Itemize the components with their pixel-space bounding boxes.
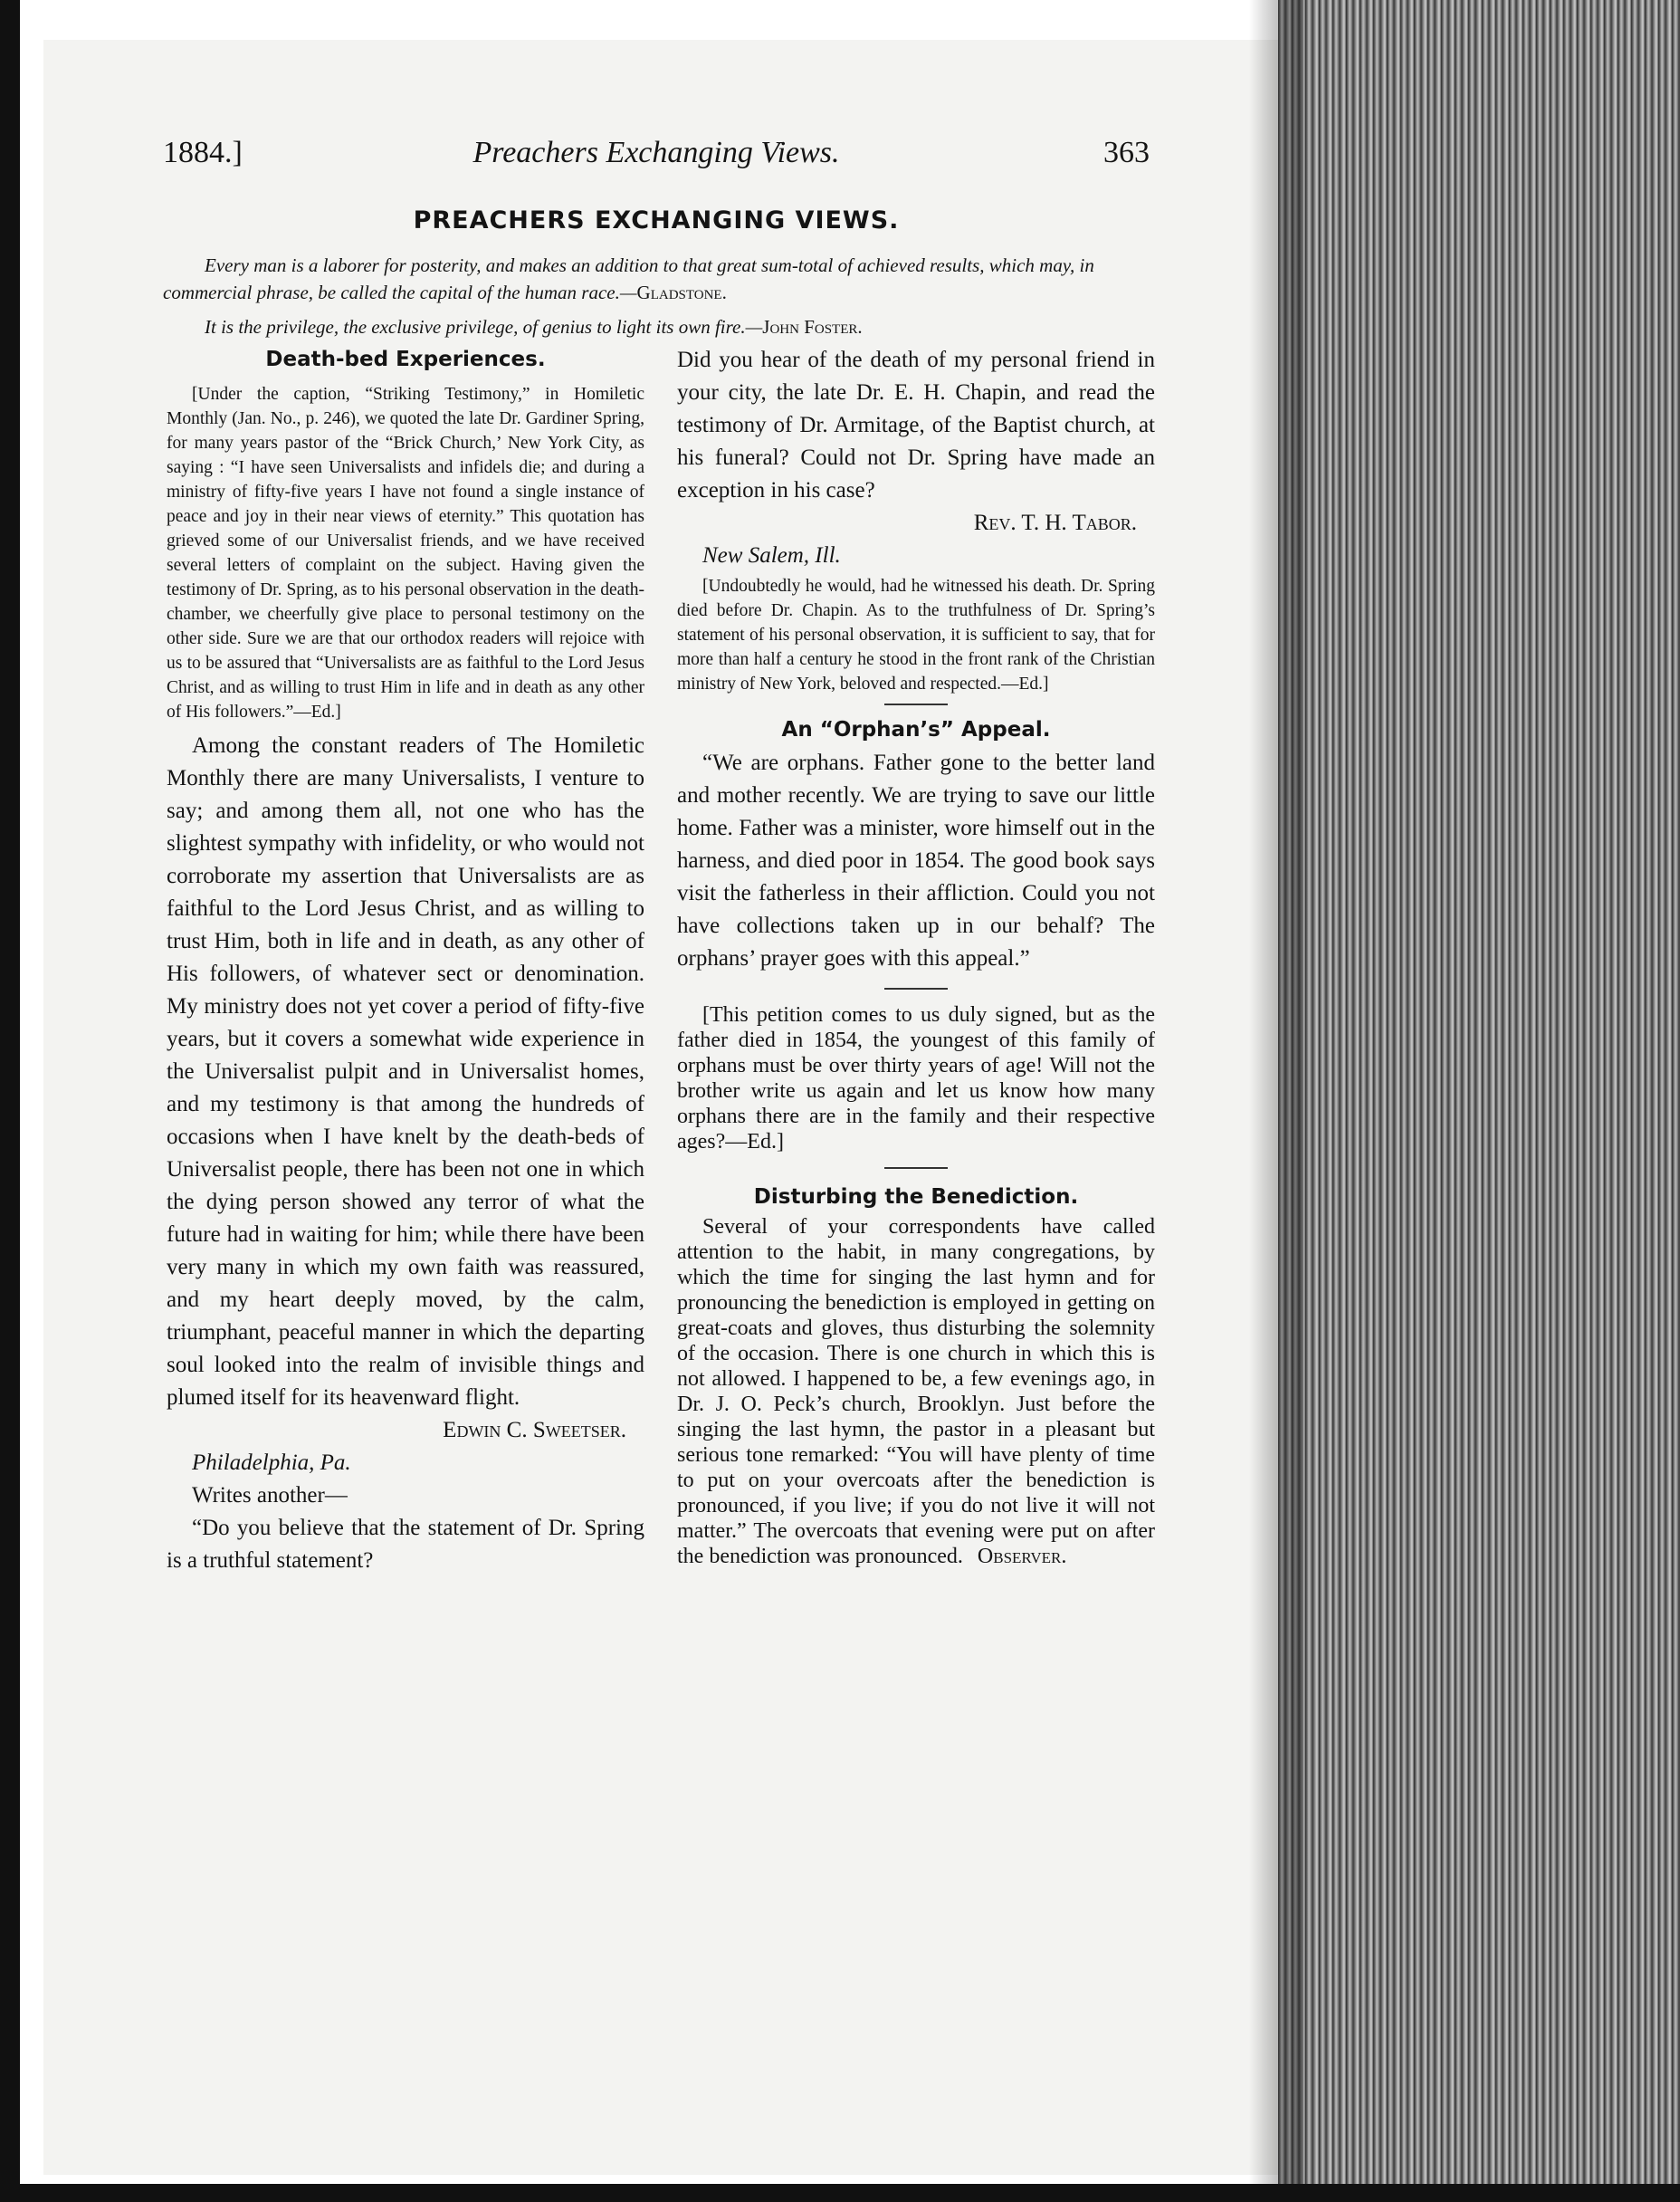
epigraph-attribution: John Foster. <box>762 316 863 338</box>
epigraph-gladstone <box>163 252 1159 306</box>
editor-reply: [Undoubtedly he would, had he witnessed his death. Dr. Spring died before Dr. Chapin. As to the truthfulness of Dr. Spring’s statement of his personal observation, it is sufficient to say, that for more than half a century he stood in the front rank of the Christian ministry of New York, beloved and respected.—Ed.] <box>677 577 1155 694</box>
book-page-edges <box>1278 0 1680 2202</box>
question-continued: Did you hear of the death of my personal friend in your city, the late Dr. E. H. Chapin, and read the testimony of Dr. Armitage, of the Baptist church, at his funeral? Could not Dr. Spring have made an exception in his case? <box>677 348 1155 503</box>
right-column <box>677 344 1155 1569</box>
editor-note: [Under the caption, “Striking Testimony,” in Homiletic Monthly (Jan. No., p. 246), we quoted the late Dr. Gardiner Spring, for many years pastor of the “Brick Church,’ New York City, as saying : “I have seen Universalists and infidels die; and during a ministry of fifty-five years I have not found a single instance of peace and joy in their near views of eternity.” This quotation has grieved some of our Universalist friends, and we have received several letters of complaint on the subject. Having given the testimony of Dr. Spring, as to his personal observation in the death-chamber, we cheerfully give place to personal testimony on the other side. Sure we are that our orthodox readers will rejoice with us to be assured that “Universalists are as faithful to the Lord Jesus Christ, and as willing to trust Him in life and in death as any other of His followers.”—Ed.] <box>167 385 644 722</box>
question-start: “Do you believe that the statement of Dr. Spring is a truthful statement? <box>167 1516 644 1573</box>
section-divider <box>884 1167 948 1169</box>
article-heading-death-bed: Death-bed Experiences. <box>265 348 546 371</box>
epigraph-text: It is the privilege, the exclusive privilege, of genius to light its own fire.— <box>205 316 763 338</box>
place-line: New Salem, Ill. <box>702 543 841 568</box>
running-head-year: 1884.] <box>163 136 243 169</box>
benediction-text: Several of your correspondents have called attention to the habit, in many congregations, by which the time for singing the last hymn and for pronouncing the benediction is employed in getting on great-coats and gloves, thus disturbing the solemnity of the occasion. There is one church in which this is not allowed. I happened to be, a few evenings ago, in Dr. J. O. Peck’s church, Brooklyn. Just before the singing the last hymn, the pastor in a pleasant but serious tone remarked: “You will have plenty of time to put on your overcoats after the benediction is pronounced, if you live; if you do not live it will not matter.” The overcoats that evening were put on after the benediction was pronounced. <box>677 1215 1155 1568</box>
writes-another: Writes another— <box>192 1483 348 1508</box>
epigraph-text: Every man is a laborer for posterity, and makes an addition to that great sum-total of achieved results, which may, in commercial phrase, be called the capital of the human race.— <box>163 254 1094 303</box>
epigraph-attribution: Gladstone. <box>636 282 727 303</box>
epigraph-foster <box>163 313 1159 340</box>
place-line: Philadelphia, Pa. <box>192 1450 351 1475</box>
benediction-signature: Observer. <box>977 1545 1067 1568</box>
signature: Edwin C. Sweetser. <box>443 1418 626 1442</box>
article-heading-orphan-appeal: An “Orphan’s” Appeal. <box>781 718 1051 742</box>
section-divider <box>884 704 948 705</box>
running-head-title: Preachers Exchanging Views. <box>472 136 840 169</box>
gutter-shadow <box>1249 0 1303 2202</box>
left-column <box>167 344 644 1577</box>
section-title: PREACHERS EXCHANGING VIEWS. <box>413 206 900 235</box>
scan-border-left <box>0 0 20 2202</box>
section-divider <box>884 988 948 990</box>
article-body: Among the constant readers of The Homiletic Monthly there are many Universalists, I venture to say; and among them all, not one who has the slightest sympathy with infidelity, or who would not corroborate my assertion that Universalists are as faithful to the Lord Jesus Christ, and as willing to trust Him, both in life and in death, as any other of His followers, of whatever sect or denomination. My ministry does not yet cover a period of fifty-five years, but it covers a somewhat wide experience in the Universalist pulpit and in Universalist homes, and my testimony is that among the hundreds of occasions when I have knelt by the death-beds of Universalist people, there has been not one in which the dying person showed any terror of what the future had in waiting for him; while there have been very many in which my own faith was reassured, and my heart deeply moved, by the calm, triumphant, peaceful manner in which the departing soul looked into the realm of invisible things and plumed itself for its heavenward flight. <box>167 733 644 1410</box>
benediction-body <box>677 1214 1155 1569</box>
article-heading-benediction: Disturbing the Benediction. <box>753 1185 1079 1209</box>
page-number: 363 <box>1103 136 1150 169</box>
signature: Rev. T. H. Tabor. <box>973 511 1137 535</box>
orphan-editor-note: [This petition comes to us duly signed, but as the father died in 1854, the youngest of this family of orphans must be over thirty years of age! Will not the brother write us again and let us know how many orphans there are in the family and their respective ages?—Ed.] <box>677 1003 1155 1154</box>
scan-border-bottom <box>0 2184 1680 2202</box>
orphan-appeal-body: “We are orphans. Father gone to the better land and mother recently. We are trying to save our little home. Father was a minister, wore himself out in the harness, and died poor in 1854. The good book says visit the fatherless in their affliction. Could you not have collections taken up in our behalf? The orphans’ prayer goes with this appeal.” <box>677 751 1155 971</box>
running-head <box>163 136 1150 177</box>
